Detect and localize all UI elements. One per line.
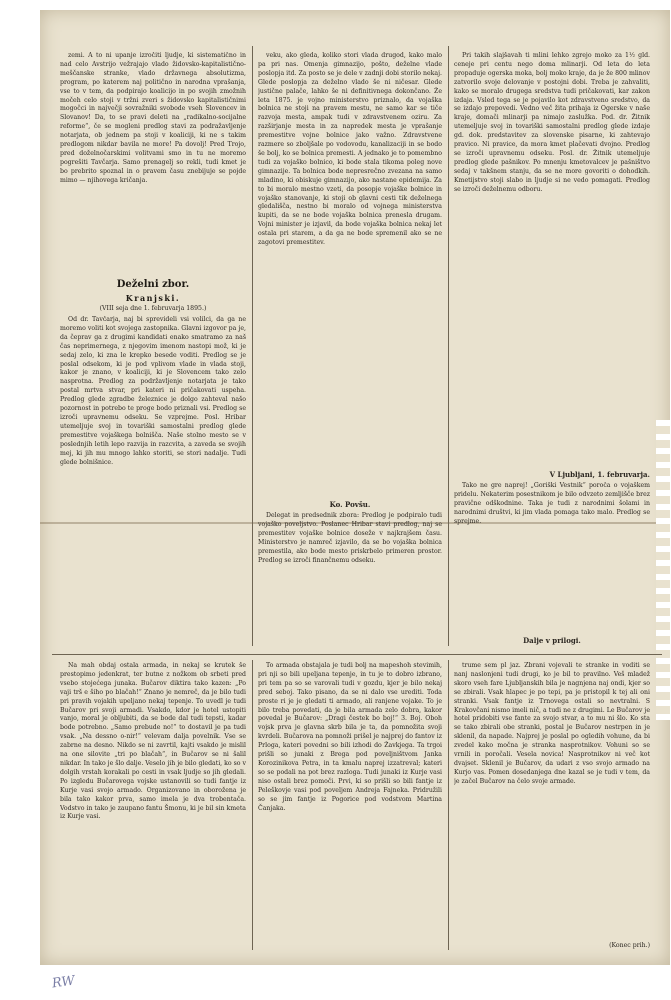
column-rule xyxy=(252,46,253,646)
article-column-1-bottom xyxy=(60,316,246,646)
continued-from: Ko. Povšu. xyxy=(329,500,371,509)
article-text: veku, ako gleda, koliko stori vlada drugod, kako malo pa pri nas. Omenja gimnazijo, pošto, deželne vlade poslopja itd. Za posto se je dele v zadnji dobi storilo nekaj. Glede poslopja za deželno vlado še ni ničesar. Glede justične palače, lahko še ni definitivnega dokončano. Že leta 1875. je vojno ministerstvo priznalo, da vojaška bolnica ne stoji na pravem mestu, ne samo kar se tiče razvoja mesta, ampak tudi v zdravstvenem oziru. Za razširjanje mesta in za napredek mesta je vprašanje premestitve vojne bolnice jako važno. Zdravstvene razmere so zboljšale po vodovodu, kanalizaciji in se bodo še bolj, ko se bolnica premesti. A jednako je to pomembno tudi za vojaško bolnico, ki bode stala tikoma poleg nove gimnazije. Ta bolnica bode nepresrečno zvezana na samo mladino, ki obiskuje gimnazijo, ako nastane epidemija. Za to bi moralo mestno vzeti, da posopje vojaške bolnice in vojaško stanovanje, ki stoji ob glavni cesti tik deželnega gledališča, nestno bi moralo od vojnega ministerstva kupiti, da se ne bode vojaška bolnica prenesla drugam. Vojni minister je izjavil, da bode vojaška bolnica nekaj let ostala pri starem, a da ga ne bode spremenil ako se ne zagotovi premestitev. xyxy=(258,52,442,247)
article-column-2 xyxy=(258,52,442,492)
column-rule xyxy=(448,660,449,950)
feuilleton-text: Na mah obdaj ostala armada, in nekaj se krutek še prestopimo jedenkrat, ter butne z nožkom ob srbeti pred vsebo stojećega junaka. Bučarov diktira tako kazen: „Po vaji trš e šiho po blačah!“ Znano je nemreč, da je bilo tudi pri pravih vojakih upeljano nekaj tepenje. To uvedl je tudi Bučarov pri svoji armadi. Vsakdo, kdor je hotel ustopiti vanjo, moral je obljubiti, da se bode dal tudi tepsti, kadar bode potrebno. „Samo prebude no!“ to dostavil je pa tudi vsak. „Na dessno o-nir!“ velevam dalja povelnik. Vse se zabrne na desno. Nikdo se ni zavrtil, kajti vsakdo je mislil na one silovite „tri po blačah“, in Bučarov se ni šalil nikdar. In tako je šlo dalje. Veselo jih je bilo gledati, ko so v dolgih vrstah korakali po cesti in vsak ljudje so jih gledali. Po izgledu Bučarovega vojske ustanovili so tudi fantje iz Kurje vasi svojo armado. Organizovano in oborožena je bila tako kakor prva, samo imela je dva trobentača. Vodstvo in tako je zaupano fantu Šmonu, ki je bil sin kmeta iz Kurje vasi. xyxy=(60,662,246,821)
feuilleton-column-2 xyxy=(258,662,442,952)
article-text: Pri takih slajšavah ti mlini lehko zgrejo moko za 1½ gld. ceneje pri centu nego doma mlinarji. Od leta do leta propaduje ogerska moka, bolj moko kraje, da je že 800 mlinov zatvorilo svoje delovanje v postojni dobi. Treba je zahvaliti, kako se moralo drugega sredstva tudi pričakovati, kar zakon izdaja. Vsled tega se je pojavilo kot zdravstveno sredstvo, da se izdajo prepovedi. Vedno več žita prihaja iz Ogerske v naše kraje, domači mlinarji pa nimajo zaslužka. Pod. dr. Žitnik utemeljuje svoj in tovariški samostalni predlog glede izdaje gd. dok. predstavitev za slovenske pisarne, ki zahtevajo pravico. Ni pravice, da mora kmet plačevati dvojno. Predlog se izroči upravnemu odseku. Posl. dr. Žitnik utemeljuje predlog glede pašnikov. Po mnenju kmetovalcev je pašništvo sedaj v takšnem stanju, da se ne more govoriti o dohodkih. Kmetijstvo stoji slabo in ljudje si ne vedo pomagati. Predlog se izroči deželnemu odboru. xyxy=(454,52,650,193)
continued-note: Dalje v prilogi. xyxy=(523,636,581,645)
torn-right-edge xyxy=(656,420,670,720)
feuilleton-rule xyxy=(52,654,662,655)
article-text: zemi. A to ni upanje izročiti ljudje, ki sistematično in nad celo Avstrijo vežrajajo vlado židovsko-kapitalistično-meščanske stranke, vlado državnega absolutizma, program, po katerem naj politično in narodna vprašanja, vse to v tem, da podpirajo koalicijo in po svojih zmožnih močeh celo stoji v tržni zveri s židovsko kapitalističnimi mogočci in največji sovražniki svobode vseh Slovencev in Slovanov! Da, to se pravi deleti na „radikalno-socijalne reforme“, če se mogleni predlog stavi za podražavljenje notarjata, ob jednem pa stoji v koaliciji, ki ne s takim predlogom nikdar bavila ne more! Pa dovolj! Pred Trojo, pred doželnočarskimi volitvami smo in tu ne moremo pogrešiti Tavčarja. Samo prenagelj so rekli, tudi kmet je bo prebrito spoznal in o pravem času znebijuje se pojde mimo — njihovega kričanja. xyxy=(60,52,246,184)
feuilleton-text: To armada obstajala je tudi bolj na mapeshoh stevimih, pri nji so bili upeljana tepenje, in tu je to dobro izbrano, pri tem pa so se varovali tudi v gozdu, kjer je bilo nekaj pred seboj. Tako pisano, da se ni dalo vse urediti. Toda proste ri je je gledati ti armado, ali ranjene vojake. To je bilo treba povedati, da je bila armada zelo dobra, kakor povedal je Bučarov: „Dragi čestek bo boj!“ 3. Boj. Oboh vojsk prva je glavna skrb bila je ta, da pomnožita svoji kvrdeli. Bučarova na pomnoži prišel je najprej do fantov iz Prloga, kateri povedni so bili izhodi do Žavkjega. Ta trgoi prišli so junaki z Brega pod poveljništvom Janka Korozinikova Petra, in ta kmalu naprej izzatreval; kateri so se podali na pot brez razloga. Tudi junaki iz Kurje vasi niso ostali brez pomoči. Prvi, ki so prišli so bili fantje iz Peleškovje vasi pod poveljem Andreja Fajneka. Pridružili so se jim fantje iz Pogorice pod vodstvom Martina Čanjaka. xyxy=(258,662,442,812)
column-rule xyxy=(448,46,449,646)
pencil-annotation: RW xyxy=(51,973,76,992)
news-header: V Ljubljani, 1. februvarja. xyxy=(549,470,650,479)
article-text: Delegat in predsednik zbora: Predlog je podpiralo tudi vojaško poveljstvo. Poslanec Hribar stavi predlog, naj se premestitev vojaške bolnice doseže v najkrajšem času. Ministerstvo je namreč izjavilo, da se bo vojaška bolnica premestila, ako bode mesto priskrbelo primeren prostor. Predlog se izroči finančnemu odseku. xyxy=(258,512,442,564)
article-column-3-lower xyxy=(454,482,650,632)
article-text: Tako ne gre naprej! „Goriški Vestnik“ poroča o vojaškem pridelu. Nekaterim posestnikom je bilo odvzeto zemljišče brez pravične odškodnine. Taka je tudi z narodnimi šolami in narodnimi društvi, ki jim vlada pomaga tako malo. Predlog se sprejme. xyxy=(454,482,650,525)
article-column-3 xyxy=(454,52,650,462)
session-line: (VIII seja dne 1. februvarja 1895.) xyxy=(99,305,207,312)
byline: (Konec prih.) xyxy=(609,942,650,949)
feuilleton-column-3 xyxy=(454,662,650,938)
section-title: Deželni zbor. xyxy=(116,279,190,290)
article-column-2-lower xyxy=(258,512,442,646)
feuilleton-text: trume sem pl jaz. Zbrani vojevali te stranke in voditi se nanj naslonjeni tudi drugi, ko je bil to pravilno. Veš mladež skoro vseh fare Ljubljanskih bila je nagnjena naj ondi, kjer so se zbirali. Vsak hlapec je po tepi, pa je pristopil k tej ali oni stranki. Vsak fantje iz Trnovega ostali so nevtralni. S Krakovčani nismo imeli nič, a tudi ne z drugimi. Le Bučarov je hotel pridobiti vse fante za svojo stvar, a to mu ni šlo. Ko sta se tako zbirali obe stranki, postal je Bučarov nestrpen in je sklenil, da napade. Najprej je poslal po ogledih vohune, da bi zvedel kako močna je stranka nasprotnikov. Vohuni so se vrnili in poročali. Vesela novica! Nasprotnikov ni več kot dvajset. Sklenil je Bučarov, da udari z vso svojo armado na Kurjo vas. Pomen dosedanjega dne kazal se je tudi v tem, da je začel Bučarov na čelo svoje armade. xyxy=(454,662,650,785)
feuilleton-column-1 xyxy=(60,662,246,952)
article-text: Od dr. Tavčarja, naj bi sprevideli vsi volilci, da ga ne moremo voliti kot svojega zastopnika. Glavni izgovor pa je, da čeprav ga z drugimi kandidati enako smatramo za naš čas neprimernega, z njegovim imenom nastopi mož, ki je sedaj zelo, ki zna le krepko besede voditi. Predlog se je poslal odsekom, ki je pod vplivom vlade in vlada stoji, kakor je znano, v koaliciji, ki je Slovencem tako zelo nasprotna. Predlog za podržavljenje notarjata je tako postal mrtva stvar, pri kateri ni pričakovati uspeha. Predlog glede zgradbe železnice je dolgo zahteval našo pozornost in potrebo te proge bodo priznali vsi. Predlog se izroči upravnemu odseku. Se vzprejme. Posl. Hribar utemeljuje svoj in tovariški samostalni predlog glede premestitve vojaškega bolnišča. Naše stolno mesto se v poslednjih letih lepo razvija in razcvita, a zaveda se svojih mej, ki jih mu mnogo lahko storiti, se stori nadalje. Tudi glede bolnišnice. xyxy=(60,316,246,466)
article-column-1-top xyxy=(60,52,246,264)
subsection-title: Kranjski. xyxy=(125,293,181,303)
column-rule xyxy=(252,660,253,950)
